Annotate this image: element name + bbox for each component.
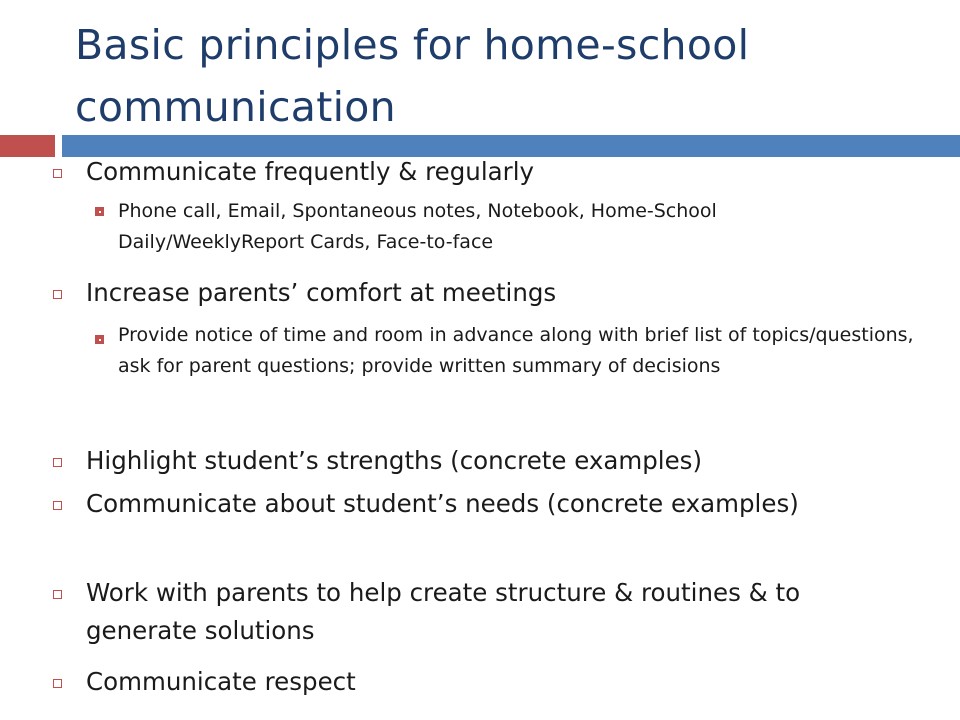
bullet-text: Communicate about student’s needs (concrete examples) <box>86 489 799 518</box>
slide-title: Basic principles for home-school communication <box>75 21 750 131</box>
bullet-text: Highlight student’s strengths (concrete examples) <box>86 446 703 475</box>
bullet-text: Work with parents to help create structure & routines & to generate solutions <box>86 578 801 645</box>
bullet-text: Communicate respect <box>86 667 356 696</box>
filled-square-bullet-icon <box>95 335 104 344</box>
bullet-text: Communicate frequently & regularly <box>86 157 535 186</box>
bullet-text: Increase parents’ comfort at meetings <box>86 278 557 307</box>
hollow-square-bullet-icon <box>53 679 62 688</box>
filled-square-bullet-icon <box>95 207 104 216</box>
hollow-square-bullet-icon <box>53 290 62 299</box>
sub-bullet-text: Phone call, Email, Spontaneous notes, Notebook, Home-School Daily/WeeklyReport Cards, Face-to-face <box>118 200 717 253</box>
hollow-square-bullet-icon <box>53 590 62 599</box>
hollow-square-bullet-icon <box>53 501 62 510</box>
hollow-square-bullet-icon <box>53 458 62 467</box>
hollow-square-bullet-icon <box>53 169 62 178</box>
sub-bullet-text: Provide notice of time and room in advance along with brief list of topics/questions, ask for parent questions; provide written summary of decisions <box>118 324 914 377</box>
